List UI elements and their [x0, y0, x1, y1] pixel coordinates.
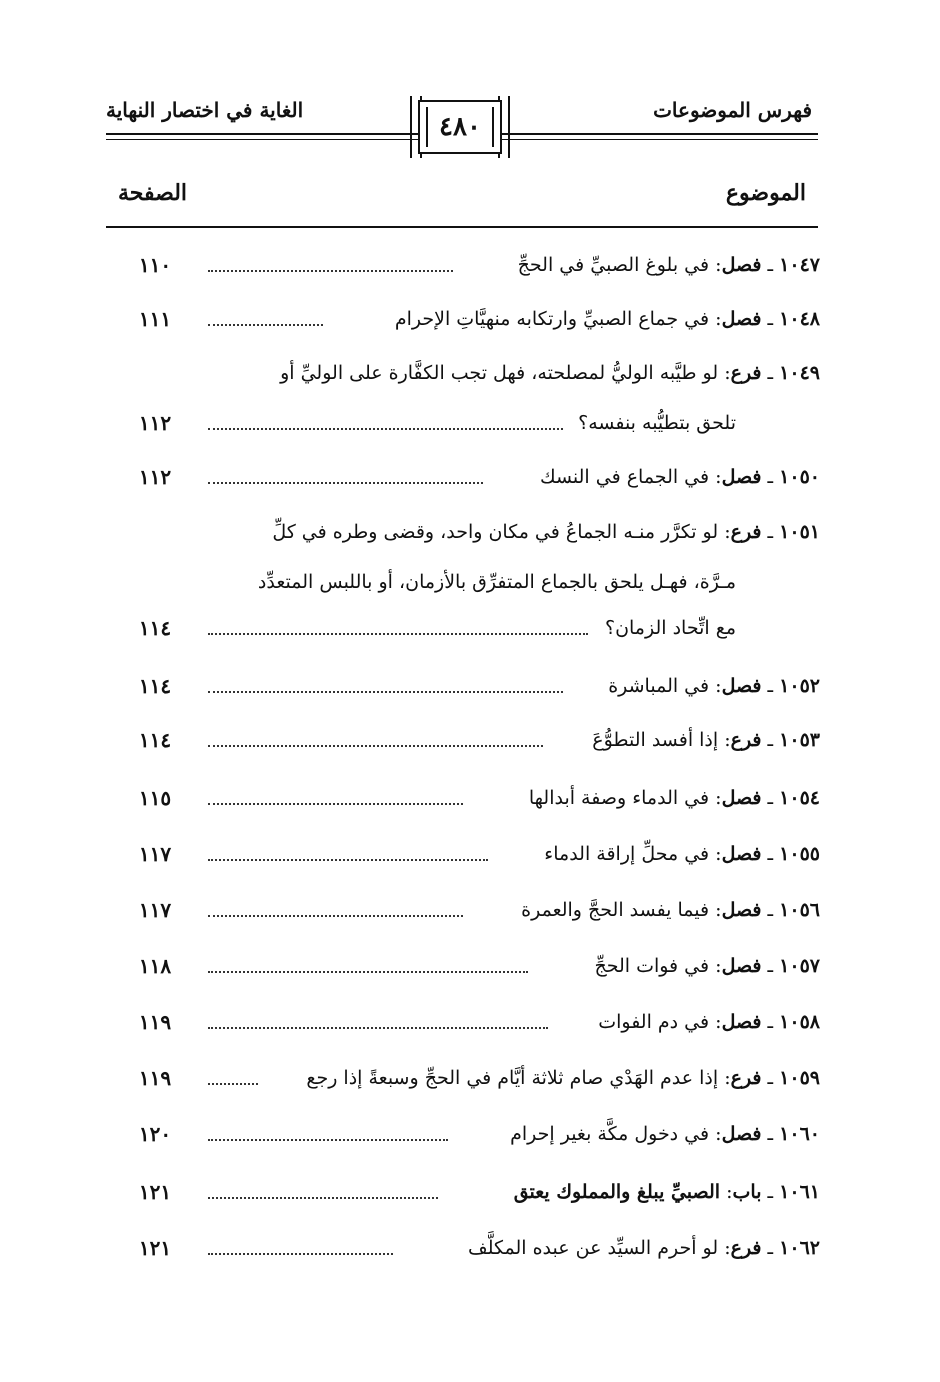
- entry-page-number: ١١٠: [138, 253, 172, 277]
- index-entry: [130, 245, 820, 285]
- entry-text: ١٠٥١ ـ فرع: لو تكرَّر منـه الجماعُ في مكان واحد، وقضى وطره في كلِّ: [272, 521, 820, 543]
- entry-page-number: ١١٩: [138, 1010, 172, 1034]
- entry-text: ١٠٥٨ ـ فصل: في دم الفوات: [598, 1011, 820, 1033]
- index-entry: [130, 1002, 820, 1042]
- header-rule-right-bottom: [502, 139, 818, 140]
- running-head-book-title: الغاية في اختصار النهاية: [106, 98, 304, 122]
- entry-page-number: ١١٧: [138, 842, 172, 866]
- index-entry: [130, 353, 820, 393]
- entry-page-number: ١٢١: [138, 1180, 172, 1204]
- entry-text: ١٠٥٥ ـ فصل: في محلِّ إراقة الدماء: [544, 843, 820, 865]
- entry-page-number: ١١٨: [138, 954, 172, 978]
- index-entry: [130, 946, 820, 986]
- entry-text: ١٠٤٧ ـ فصل: في بلوغ الصبيِّ في الحجِّ: [517, 254, 820, 276]
- column-heading-page: الصفحة: [118, 180, 188, 206]
- column-heading-topic: الموضوع: [725, 180, 806, 206]
- entry-page-number: ١١٥: [138, 786, 172, 810]
- index-entry: [130, 1114, 820, 1154]
- dot-leader: [208, 915, 463, 917]
- entry-text-continued: مع اتِّحاد الزمان؟: [604, 617, 736, 639]
- index-entry: [130, 666, 820, 706]
- entry-text: ١٠٥٧ ـ فصل: في فوات الحجِّ: [594, 955, 820, 977]
- entry-text: ١٠٥٠ ـ فصل: في الجماع في النسك: [539, 466, 820, 488]
- index-entry: [130, 457, 820, 497]
- page-number: ٤٨٠: [418, 100, 502, 154]
- entry-page-number: ١١٤: [138, 616, 172, 640]
- header-rule-left-bottom: [106, 139, 418, 140]
- index-entry: [130, 720, 820, 760]
- index-entry: [130, 512, 820, 552]
- column-heading-rule: [106, 226, 818, 228]
- entry-page-number: ١١١: [138, 307, 172, 331]
- entry-text: ١٠٥٤ ـ فصل: في الدماء وصفة أبدالها: [528, 787, 820, 809]
- entry-text: ١٠٥٣ ـ فرع: إذا أفسد التطوُّعَ: [592, 729, 820, 751]
- dot-leader: [208, 482, 483, 484]
- entry-text: ١٠٦٠ ـ فصل: في دخول مكَّة بغير إحرام: [510, 1123, 820, 1145]
- index-entry: [130, 778, 820, 818]
- entry-text: ١٠٥٦ ـ فصل: فيما يفسد الحجَّ والعمرة: [521, 899, 820, 921]
- dot-leader: [208, 859, 488, 861]
- entry-text: ١٠٥٩ ـ فرع: إذا عدم الهَدْي صام ثلاثة أيَّام في الحجِّ وسبعةً إذا رجع: [306, 1067, 820, 1089]
- entry-page-number: ١٢١: [138, 1236, 172, 1260]
- entry-text-continued: مـرَّة، فهـل يلحق بالجماع المتفرِّق بالأزمان، أو باللبس المتعدِّد: [257, 571, 736, 593]
- entry-page-number: ١١٩: [138, 1066, 172, 1090]
- dot-leader: [208, 1083, 258, 1085]
- index-entry-continuation: [130, 403, 820, 443]
- dot-leader: [208, 270, 453, 272]
- dot-leader: [208, 971, 528, 973]
- entry-text: ١٠٤٩ ـ فرع: لو طيَّبه الوليُّ لمصلحته، فهل تجب الكفَّارة على الوليِّ أو: [280, 362, 820, 384]
- index-entry: [130, 890, 820, 930]
- index-entry: [130, 834, 820, 874]
- dot-leader: [208, 1197, 438, 1199]
- dot-leader: [208, 1253, 393, 1255]
- dot-leader: [208, 1139, 448, 1141]
- entry-page-number: ١١٢: [138, 465, 172, 489]
- dot-leader: [208, 691, 563, 693]
- index-entry: [130, 299, 820, 339]
- index-entry: [130, 1058, 820, 1098]
- index-entry-continuation: [130, 562, 820, 602]
- entry-text: ١٠٦١ ـ باب: الصبيِّ يبلغ والمملوك يعتق: [513, 1181, 820, 1203]
- running-head-section: فهرس الموضوعات: [653, 98, 812, 122]
- index-entry: [130, 1228, 820, 1268]
- dot-leader: [208, 633, 588, 635]
- index-entry-continuation: [130, 608, 820, 648]
- entry-text: ١٠٥٢ ـ فصل: في المباشرة: [608, 675, 820, 697]
- entry-text: ١٠٦٢ ـ فرع: لو أحرم السيِّد عن عبده المكلَّف: [468, 1237, 820, 1259]
- header-rule-right-top: [502, 133, 818, 135]
- dot-leader: [208, 1027, 548, 1029]
- entry-page-number: ١٢٠: [138, 1122, 172, 1146]
- entry-page-number: ١١٤: [138, 674, 172, 698]
- dot-leader: [208, 745, 543, 747]
- entry-page-number: ١١٤: [138, 728, 172, 752]
- dot-leader: [208, 324, 323, 326]
- dot-leader: [208, 803, 463, 805]
- entry-text: ١٠٤٨ ـ فصل: في جماع الصبيِّ وارتكابه منهيَّاتِ الإحرام: [394, 308, 820, 330]
- entry-text-continued: تلحق بتطيُّبه بنفسه؟: [578, 412, 736, 434]
- index-entry: [130, 1172, 820, 1212]
- entry-page-number: ١١٢: [138, 411, 172, 435]
- dot-leader: [208, 428, 563, 430]
- entry-page-number: ١١٧: [138, 898, 172, 922]
- header-rule-left-top: [106, 133, 418, 135]
